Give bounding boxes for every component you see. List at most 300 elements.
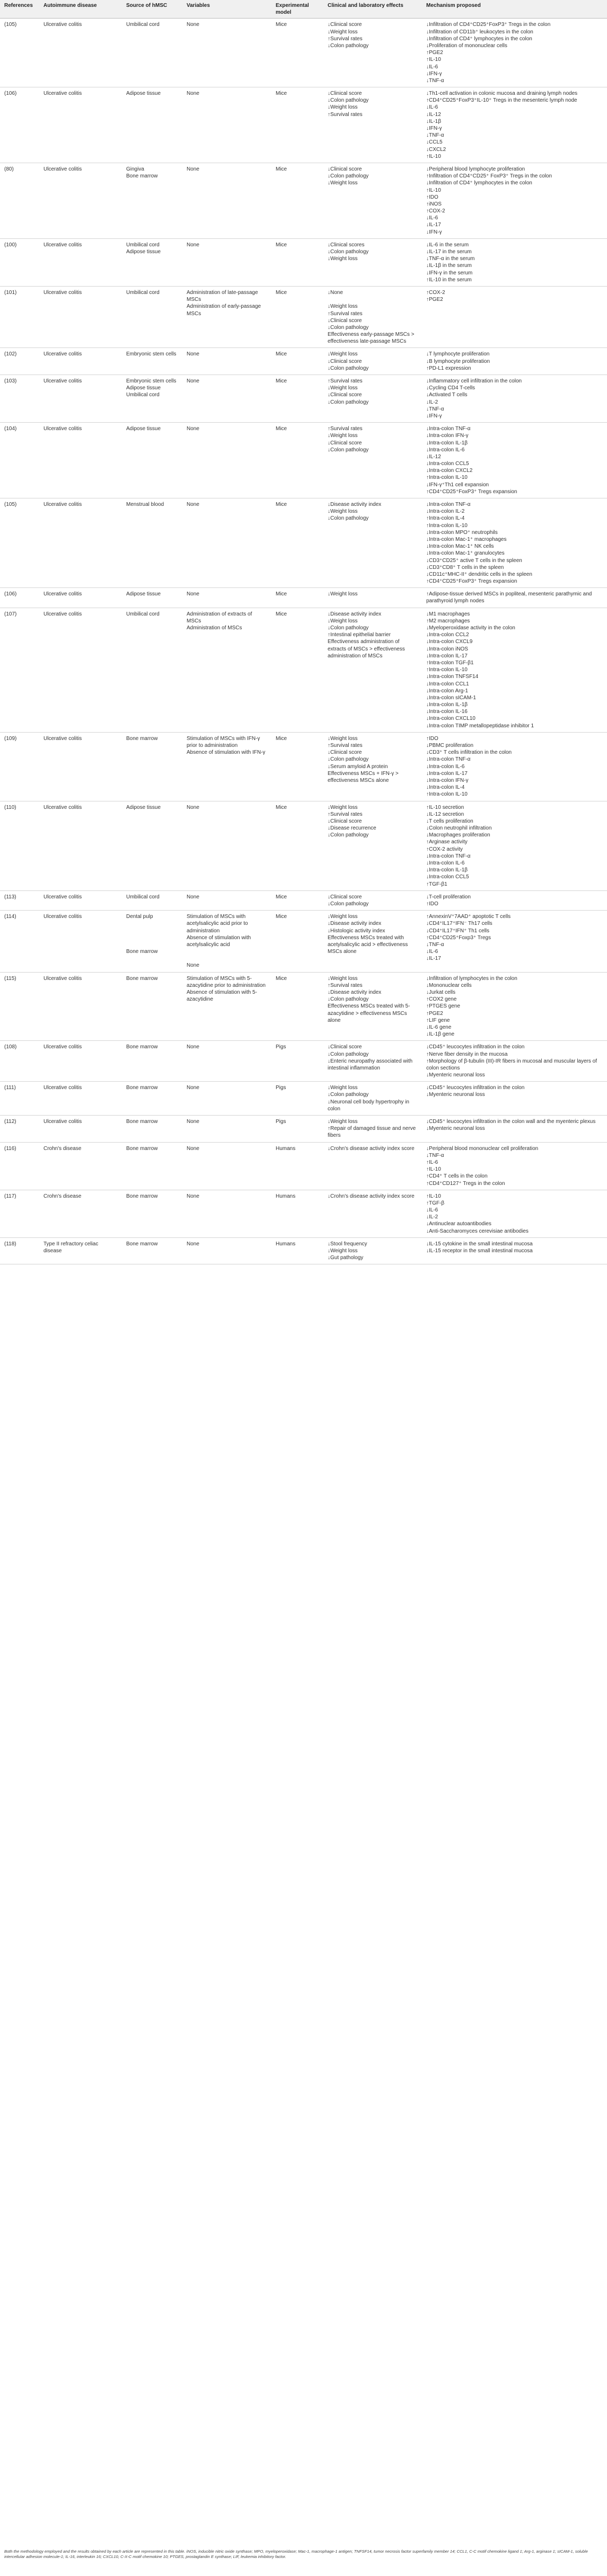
source-cell <box>122 608 182 732</box>
table-row <box>0 801 607 890</box>
effects-line: ↓Clinical score <box>328 440 362 446</box>
source-line: Adipose tissue <box>126 591 161 598</box>
disease-cell <box>39 1082 122 1116</box>
mechanism-line: ↓Intra-colon IL-6 <box>426 860 465 866</box>
disease-cell <box>39 1142 122 1190</box>
effects-line: ↓Weight loss <box>328 618 358 624</box>
effects-line: Effectiveness MSCs treated with acetylsalicylic acid > effectiveness MSCs alone <box>328 934 408 955</box>
mechanism-line: ↓Intra-colon TNF-α <box>426 853 471 859</box>
variables-cell <box>182 375 271 423</box>
mechanism-line: ↓Intra-colon IFN-γ <box>426 433 469 439</box>
header-autoimmune-disease: Autoimmune disease <box>39 0 122 19</box>
mechanism-line: ↓Jurkat cells <box>426 990 456 995</box>
mechanism-line: ↓CD3⁺CD8⁺ T cells in the spleen <box>426 564 504 571</box>
effects-line: ↓Weight loss <box>328 914 358 920</box>
mechanism-line: ↓TNF-α <box>426 941 444 948</box>
mechanism-line: ↓CD11c⁺MHC-II⁺ dendritic cells in the spleen <box>426 571 532 577</box>
mechanism-line: ↓Colon neutrophil infiltration <box>426 825 492 832</box>
mechanism-line: ↑IL-10 secretion <box>426 804 464 810</box>
mechanism-line: ↑COX-2 activity <box>426 846 463 852</box>
mechanism-line: ↓Intra-colon sICAM-1 <box>426 694 476 701</box>
disease-line: Ulcerative colitis <box>43 914 82 920</box>
effects-line: ↓Clinical score <box>328 818 362 824</box>
effects-line: ↓Weight loss <box>328 1085 358 1091</box>
variables-line: Stimulation of MSCs with acetylsalicylic acid prior to administration <box>187 914 248 934</box>
effects-line: ↓Colon pathology <box>328 756 369 763</box>
mechanism-cell <box>422 588 607 608</box>
source-line: Umbilical cord <box>126 392 160 398</box>
mechanism-line: ↑CD4⁺ T cells in the colon <box>426 1173 488 1180</box>
table-header <box>0 0 607 19</box>
mechanism-line: ↑Nerve fiber density in the mucosa <box>426 1051 508 1057</box>
mechanism-line: ↑IL-10 <box>426 1166 441 1173</box>
variables-cell <box>182 608 271 732</box>
mechanism-line: ↓TNF-α <box>426 406 444 412</box>
mechanism-line: ↓Intra-colon IL-1β <box>426 867 468 873</box>
mechanism-line: ↓Intra-colon TNFSF14 <box>426 674 479 680</box>
effects-line: ↓Colon pathology <box>328 42 369 49</box>
disease-line: Ulcerative colitis <box>43 426 82 432</box>
effects-line: Effectiveness early-passage MSCs > effectiveness late-passage MSCs <box>328 332 415 345</box>
mechanism-line: ↓IL-15 receptor in the small intestinal mucosa <box>426 1248 533 1254</box>
mechanism-line: ↓Intra-colon iNOS <box>426 646 468 652</box>
disease-cell <box>39 972 122 1041</box>
mechanism-cell <box>422 890 607 910</box>
variables-cell <box>182 238 271 286</box>
mechanism-line: ↓CD4⁺IL17⁺IFN⁻ Th17 cells <box>426 921 492 927</box>
mechanism-line: ↓TNF-α in the serum <box>426 256 475 262</box>
reference-cell: (115) <box>0 972 39 1041</box>
mechanism-line: ↓Intra-colon IL-4 <box>426 785 465 791</box>
mechanism-line: ↓Intra-colon Mac-1⁺ granulocytes <box>426 550 505 557</box>
mechanism-line: ↑IDO <box>426 735 438 742</box>
effects-line: ↓Weight loss <box>328 975 358 982</box>
table-row <box>0 87 607 163</box>
source-line <box>126 934 178 941</box>
model-cell: Mice <box>271 348 323 375</box>
variables-line: None <box>187 1193 199 1199</box>
mechanism-line: ↓T-cell proliferation <box>426 894 471 900</box>
model-cell: Mice <box>271 732 323 801</box>
table-row <box>0 588 607 608</box>
model-cell: Humans <box>271 1237 323 1264</box>
effects-line: ↓Colon pathology <box>328 324 369 331</box>
source-cell <box>122 1082 182 1116</box>
effects-line: ↓Clinical score <box>328 894 362 900</box>
mechanism-line: ↓IL-6 <box>426 949 438 955</box>
disease-cell <box>39 19 122 87</box>
effects-cell <box>323 375 422 423</box>
mechanism-line: ↓Intra-colon CCL1 <box>426 681 469 687</box>
effects-line: ↑Intestinal epithelial barrier <box>328 632 391 638</box>
effects-cell <box>323 1041 422 1082</box>
reference-cell: (102) <box>0 348 39 375</box>
source-line: Adipose tissue <box>126 426 161 432</box>
table-row <box>0 1142 607 1190</box>
effects-line: ↓Clinical score <box>328 392 362 398</box>
mechanism-line: ↓Infiltration of CD4⁺ lymphocytes in the colon <box>426 35 532 42</box>
effects-line: ↓None <box>328 289 343 296</box>
mechanism-line: ↑Intra-colon IL-10 <box>426 475 468 481</box>
variables-line: Administration of extracts of MSCs <box>187 611 252 624</box>
source-line <box>126 928 178 934</box>
mechanism-line: ↓Infiltration of CD4⁺CD25⁺FoxP3⁺ Tregs in the colon <box>426 22 551 28</box>
variables-line: None <box>187 804 199 810</box>
table-row <box>0 423 607 498</box>
header-references: References <box>0 0 39 19</box>
variables-line: None <box>187 426 199 432</box>
mechanism-line: ↓TNF-α <box>426 132 444 139</box>
model-cell: Mice <box>271 911 323 973</box>
mechanism-line: ↓Myeloperoxidase activity in the colon <box>426 625 515 631</box>
mechanism-line: ↓IL-6 <box>426 104 438 111</box>
mechanism-line: ↓IFN-γ in the serum <box>426 270 473 276</box>
variables-line: None <box>187 22 199 28</box>
effects-cell <box>323 498 422 588</box>
mechanism-line: ↑CD4⁺CD127⁺ Tregs in the colon <box>426 1180 505 1187</box>
disease-cell <box>39 1190 122 1237</box>
source-cell <box>122 732 182 801</box>
effects-line: ↓Serum amyloid A protein <box>328 763 388 770</box>
effects-line: ↑Survival rates <box>328 426 363 432</box>
reference-cell: (80) <box>0 163 39 238</box>
disease-cell <box>39 286 122 348</box>
effects-line: Effectiveness MSCs + IFN-γ > effectiveness MSCs alone <box>328 770 399 783</box>
mechanism-line: ↓T lymphocyte proliferation <box>426 351 490 358</box>
effects-line: ↓Colon pathology <box>328 1051 369 1057</box>
mechanism-line: ↑IL-10 <box>426 187 441 193</box>
effects-line: ↓Colon pathology <box>328 249 369 255</box>
table-row <box>0 911 607 973</box>
reference-cell: (118) <box>0 1237 39 1264</box>
mechanism-line: ↓Macrophages proliferation <box>426 832 490 839</box>
mechanism-line: ↑IL-10 <box>426 153 441 159</box>
mechanism-line: ↑Infiltration of CD4⁺CD25⁺ FoxP3⁺ Tregs in the colon <box>426 173 552 180</box>
disease-cell <box>39 801 122 890</box>
disease-line: Ulcerative colitis <box>43 1085 82 1091</box>
mechanism-cell <box>422 498 607 588</box>
mechanism-cell <box>422 87 607 163</box>
effects-cell <box>323 1082 422 1116</box>
source-line: Bone marrow <box>126 735 158 742</box>
effects-line: ↓Weight loss <box>328 385 358 391</box>
mechanism-cell <box>422 19 607 87</box>
effects-line: ↓Enteric neuropathy associated with intestinal inflammation <box>328 1058 413 1071</box>
model-cell: Mice <box>271 423 323 498</box>
source-cell <box>122 1190 182 1237</box>
mechanism-line: ↓CXCL2 <box>426 146 446 153</box>
variables-cell <box>182 498 271 588</box>
disease-cell <box>39 498 122 588</box>
mechanism-line: ↓CD4⁺IL17⁺IFN⁺ Th1 cells <box>426 928 490 934</box>
mechanism-line: ↑CD4⁺CD25⁺Foxp3⁺ Tregs <box>426 934 491 941</box>
effects-line: ↓Weight loss <box>328 804 358 810</box>
reference-cell: (106) <box>0 588 39 608</box>
variables-cell <box>182 286 271 348</box>
effects-cell <box>323 286 422 348</box>
disease-line: Ulcerative colitis <box>43 611 82 617</box>
variables-line: Stimulation of MSCs with IFN-γ prior to administration <box>187 735 260 748</box>
model-cell: Mice <box>271 238 323 286</box>
mechanism-line: ↓Infiltration of CD11b⁺ leukocytes in the colon <box>426 29 533 35</box>
mechanism-line: ↑IL-10 <box>426 57 441 63</box>
mechanism-line: ↓Myenteric neuronal loss <box>426 1072 485 1078</box>
mechanism-line: ↑Intra-colon IL-10 <box>426 667 468 673</box>
variables-cell <box>182 1142 271 1190</box>
effects-line: ↓Disease activity index <box>328 990 382 995</box>
disease-cell <box>39 1237 122 1264</box>
mechanism-line: ↓IL-12 <box>426 111 441 118</box>
mechanism-line: ↓IL-1β gene <box>426 1031 455 1038</box>
mechanism-cell <box>422 423 607 498</box>
model-cell: Mice <box>271 87 323 163</box>
reference-cell: (113) <box>0 890 39 910</box>
mechanism-line: ↓IL-6 <box>426 1207 438 1214</box>
table-row <box>0 1237 607 1264</box>
effects-line: ↓Colon pathology <box>328 515 369 522</box>
model-cell: Mice <box>271 375 323 423</box>
table-row <box>0 1041 607 1082</box>
mechanism-line: ↑CD4⁺CD25⁺FoxP3⁺ Tregs expansion <box>426 488 517 495</box>
mechanism-line: ↓IL-12 secretion <box>426 811 464 817</box>
mechanism-line: ↓IL-2 <box>426 1214 438 1220</box>
effects-line: ↓Disease activity index <box>328 502 382 507</box>
mechanism-line: ↓Infiltration of lymphocytes in the colon <box>426 975 517 982</box>
mechanism-line: ↓Cycling CD4 T-cells <box>426 385 476 391</box>
table-row <box>0 163 607 238</box>
effects-cell <box>323 911 422 973</box>
variables-line: None <box>187 591 199 598</box>
source-line: Menstrual blood <box>126 502 164 507</box>
mechanism-line: ↓Intra-colon CCL5 <box>426 874 469 880</box>
mechanism-line: ↓IL-1β <box>426 118 441 124</box>
model-cell: Humans <box>271 1142 323 1190</box>
variables-line: None <box>187 1119 199 1125</box>
mechanism-cell <box>422 1116 607 1143</box>
mechanism-line: ↓IL-17 <box>426 956 441 962</box>
source-line: Adipose tissue <box>126 804 161 810</box>
effects-line: ↓Weight loss <box>328 256 358 262</box>
effects-line: ↑Survival rates <box>328 35 363 42</box>
model-cell: Pigs <box>271 1116 323 1143</box>
disease-line: Ulcerative colitis <box>43 242 82 248</box>
source-cell <box>122 423 182 498</box>
mechanism-line: ↑COX-2 <box>426 208 445 215</box>
effects-line: ↑Survival rates <box>328 310 363 317</box>
model-cell: Mice <box>271 19 323 87</box>
reference-cell: (116) <box>0 1142 39 1190</box>
source-line: Umbilical cord <box>126 289 160 296</box>
effects-line: ↓Weight loss <box>328 351 358 358</box>
variables-cell <box>182 732 271 801</box>
mechanism-line: ↓Peripheral blood lymphocyte proliferation <box>426 166 525 172</box>
mechanism-line: ↑PD-L1 expression <box>426 365 471 371</box>
table-body <box>0 19 607 1264</box>
mechanism-line: ↓Intra-colon IL-17 <box>426 770 468 777</box>
source-line: Dental pulp <box>126 914 153 920</box>
reference-cell: (100) <box>0 238 39 286</box>
effects-line: ↓Histologic activity index <box>328 928 385 934</box>
reference-cell: (117) <box>0 1190 39 1237</box>
mechanism-line: ↓Th1-cell activation in colonic mucosa and draining lymph nodes <box>426 91 578 97</box>
mechanism-line: ↓Intra-colon Mac-1⁺ NK cells <box>426 543 494 550</box>
mechanism-line: ↓IL-6 <box>426 215 438 221</box>
source-line: Umbilical cord <box>126 894 160 900</box>
disease-cell <box>39 1041 122 1082</box>
table-row <box>0 238 607 286</box>
mechanism-line: ↓IL-6 in the serum <box>426 242 469 248</box>
mechanism-line: ↓Intra-colon IFN-γ <box>426 777 469 783</box>
mechanism-line: ↓CCL5 <box>426 139 443 146</box>
mechanism-line: ↓Mononuclear cells <box>426 982 472 988</box>
model-cell: Mice <box>271 588 323 608</box>
mechanism-line: ↓IL-2 <box>426 399 438 405</box>
mechanism-cell <box>422 1237 607 1264</box>
mechanism-line: ↓IFN-γ <box>426 229 442 235</box>
mechanism-line: ↓Intra-colon CXCL9 <box>426 639 473 645</box>
effects-cell <box>323 423 422 498</box>
effects-line: Effectiveness MSCs treated with 5-azacytidine > effectiveness MSCs alone <box>328 1003 410 1023</box>
disease-line: Ulcerative colitis <box>43 22 82 28</box>
reference-cell: (107) <box>0 608 39 732</box>
model-cell: Mice <box>271 972 323 1041</box>
disease-line: Ulcerative colitis <box>43 502 82 507</box>
effects-line: ↓Gut pathology <box>328 1255 364 1261</box>
variables-line: None <box>187 91 199 97</box>
mechanism-line: ↓IL-1β in the serum <box>426 263 472 269</box>
effects-line: ↓Disease activity index <box>328 611 382 617</box>
effects-line: Effectiveness administration of extracts of MSCs > effectiveness administration of MSCs <box>328 639 405 659</box>
mechanism-line: ↓Intra-colon CXCL10 <box>426 716 476 722</box>
source-cell <box>122 801 182 890</box>
mechanism-line: ↓IFN-γ <box>426 413 442 419</box>
source-cell <box>122 348 182 375</box>
mechanism-cell <box>422 163 607 238</box>
mechanism-line: ↓Peripheral blood mononuclear cell proliferation <box>426 1145 539 1152</box>
mechanism-line: ↓TNF-α <box>426 1152 444 1158</box>
source-line: Bone marrow <box>126 1193 158 1199</box>
effects-line: ↓Crohn's disease activity index score <box>328 1145 415 1152</box>
source-line <box>126 941 178 948</box>
effects-line: ↓Colon pathology <box>328 1092 369 1098</box>
reference-cell: (114) <box>0 911 39 973</box>
mechanism-line: ↓Anti-Saccharomyces cerevisiae antibodies <box>426 1228 529 1234</box>
mechanism-line: ↓Intra-colon IL-1β <box>426 440 468 446</box>
table-row <box>0 732 607 801</box>
source-line: Bone marrow <box>126 1044 158 1050</box>
mechanism-line: ↓PBMC proliferation <box>426 743 473 748</box>
mechanism-line: ↓Myenteric neuronal loss <box>426 1126 485 1132</box>
mechanism-cell <box>422 1041 607 1082</box>
table-row <box>0 286 607 348</box>
mechanism-line: ↓IL-17 in the serum <box>426 249 472 255</box>
table-row <box>0 375 607 423</box>
effects-line: ↓Clinical score <box>328 1044 362 1050</box>
variables-line: None <box>187 166 199 172</box>
reference-cell: (105) <box>0 19 39 87</box>
source-cell <box>122 1116 182 1143</box>
source-cell <box>122 238 182 286</box>
effects-line: ↑Survival rates <box>328 111 363 118</box>
reference-cell: (109) <box>0 732 39 801</box>
mechanism-line: ↓Intra-colon CCL2 <box>426 632 469 638</box>
disease-cell <box>39 1116 122 1143</box>
mechanism-line: ↓IFN-γ <box>426 70 442 77</box>
source-line: Bone marrow <box>126 949 158 955</box>
table-row <box>0 498 607 588</box>
disease-line: Ulcerative colitis <box>43 1119 82 1125</box>
mechanism-cell <box>422 972 607 1041</box>
mechanism-line: ↓CD3⁺ T cells infiltration in the colon <box>426 750 512 756</box>
source-cell <box>122 375 182 423</box>
source-cell <box>122 972 182 1041</box>
mechanism-line: ↑CD4⁺CD25⁺FoxP3⁺ Tregs expansion <box>426 578 517 585</box>
effects-line: ↓Crohn's disease activity index score <box>328 1193 415 1199</box>
mechanism-line: ↑PTGES gene <box>426 1003 460 1010</box>
effects-cell <box>323 19 422 87</box>
disease-line: Type II refractory celiac disease <box>43 1241 99 1254</box>
mechanism-line: ↓Intra-colon TNF-α <box>426 756 471 763</box>
mechanism-cell <box>422 732 607 801</box>
mechanism-line: ↑TGF-β <box>426 1200 445 1206</box>
source-cell <box>122 286 182 348</box>
disease-line: Ulcerative colitis <box>43 975 82 982</box>
model-cell: Mice <box>271 608 323 732</box>
mechanism-line: ↓IL-12 <box>426 453 441 460</box>
mechanism-cell <box>422 375 607 423</box>
effects-line: ↓Colon pathology <box>328 97 369 104</box>
mechanism-line: ↓IL-17 <box>426 222 441 228</box>
disease-cell <box>39 375 122 423</box>
variables-cell <box>182 163 271 238</box>
variables-line: Administration of MSCs <box>187 625 242 631</box>
reference-cell: (108) <box>0 1041 39 1082</box>
variables-cell <box>182 1116 271 1143</box>
mechanism-line: ↓Intra-colon Mac-1⁺ macrophages <box>426 536 507 542</box>
mechanism-cell <box>422 286 607 348</box>
mechanism-cell <box>422 238 607 286</box>
effects-cell <box>323 1190 422 1237</box>
variables-line: Administration of early-passage MSCs <box>187 304 261 317</box>
disease-line: Ulcerative colitis <box>43 166 82 172</box>
disease-cell <box>39 238 122 286</box>
effects-line: ↓Clinical scores <box>328 242 365 248</box>
mechanism-line: ↓IL-6 gene <box>426 1024 452 1030</box>
effects-line: ↓Weight loss <box>328 29 358 35</box>
mechanism-line: ↓IFN-γ⁺Th1 cell expansion <box>426 482 489 488</box>
mechanism-line: ↑CD4⁺CD25⁺FoxP3⁺IL-10⁺ Tregs in the mesenteric lymph node <box>426 97 577 104</box>
mechanism-line: ↓Intra-colon CCL5 <box>426 461 469 467</box>
source-line: Umbilical cord <box>126 611 160 617</box>
effects-line: ↓Weight loss <box>328 735 358 742</box>
source-line: Adipose tissue <box>126 91 161 97</box>
disease-cell <box>39 163 122 238</box>
effects-line <box>328 296 418 303</box>
effects-line: ↓Colon pathology <box>328 399 369 405</box>
effects-cell <box>323 732 422 801</box>
source-cell <box>122 498 182 588</box>
effects-line: ↑Repair of damaged tissue and nerve fibers <box>328 1126 416 1139</box>
disease-line: Ulcerative colitis <box>43 351 82 358</box>
source-line: Gingiva <box>126 166 144 172</box>
variables-line: Absence of stimulation with acetylsalicylic acid <box>187 934 251 948</box>
variables-cell <box>182 1190 271 1237</box>
effects-line: ↓Weight loss <box>328 1248 358 1254</box>
effects-line: ↓Clinical score <box>328 358 362 364</box>
source-line: Adipose tissue <box>126 249 161 255</box>
mechanism-line: ↑COX-2 <box>426 289 445 296</box>
mechanism-line: ↓Intra-colon IL-6 <box>426 447 465 453</box>
